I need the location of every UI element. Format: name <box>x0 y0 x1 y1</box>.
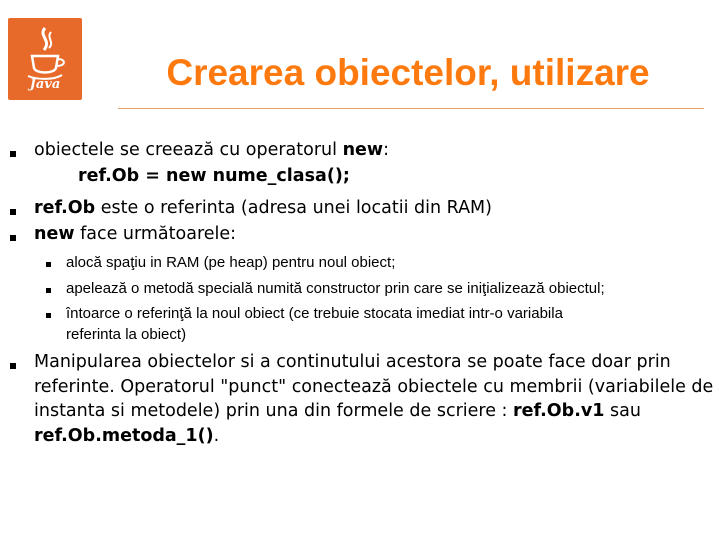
paragraph-line-3 <box>34 399 714 424</box>
bullet-marker <box>10 363 16 369</box>
sub-bullet-item-3-continuation: referinta la obiect) <box>66 326 187 343</box>
paragraph-line-3-suffix: sau <box>604 401 641 421</box>
manipulation-paragraph <box>34 350 714 448</box>
bullet-marker <box>10 209 16 215</box>
keyword-new: new <box>34 224 75 244</box>
java-logo-text: Java <box>29 77 61 92</box>
paragraph-line-1: Manipularea obiectelor si a continutului acestora se poate face doar prin <box>34 352 671 372</box>
bullet-item-1-text: obiectele se creează cu operatorul <box>34 140 343 160</box>
keyword-refob: ref.Ob <box>34 198 96 218</box>
bullet-item-3-text: face următoarele: <box>74 224 237 244</box>
bullet-item-1-suffix: : <box>383 140 389 160</box>
sub-bullet-item-2: apelează o metodă specială numită constructor prin care se iniţializează obiectul; <box>66 280 605 297</box>
bullet-item-1 <box>34 138 389 162</box>
sub-bullet-item-3: întoarce o referinţă la noul obiect (ce trebuie stocata imediat intr-o variabila <box>66 305 563 322</box>
bullet-item-2 <box>34 196 492 220</box>
sub-bullet-marker <box>46 313 51 318</box>
code-ref-method: ref.Ob.metoda_1() <box>34 425 214 446</box>
title-underline <box>118 108 704 109</box>
paragraph-line-2: referinte. Operatorul "punct" conectează obiectele cu membrii (variabilele de <box>34 376 714 397</box>
bullet-item-2-text: este o referinta (adresa unei locatii din RAM) <box>95 198 492 218</box>
bullet-marker <box>10 235 16 241</box>
sub-bullet-marker <box>46 288 51 293</box>
code-line: ref.Ob = new nume_clasa(); <box>78 166 350 186</box>
bullet-item-3 <box>34 222 236 246</box>
sub-bullet-marker <box>46 262 51 267</box>
paragraph-line-4 <box>34 424 714 449</box>
bullet-marker <box>10 151 16 157</box>
paragraph-line-4-suffix: . <box>213 425 220 446</box>
keyword-new: new <box>342 140 384 160</box>
java-logo <box>8 18 82 100</box>
slide-title: Crearea obiectelor, utilizare <box>166 52 650 93</box>
paragraph-line-3-text: instanta si metodele) prin una din formele de scriere : <box>34 401 513 421</box>
sub-bullet-item-1: alocă spaţiu in RAM (pe heap) pentru noul obiect; <box>66 254 396 271</box>
code-ref-field: ref.Ob.v1 <box>513 401 605 421</box>
